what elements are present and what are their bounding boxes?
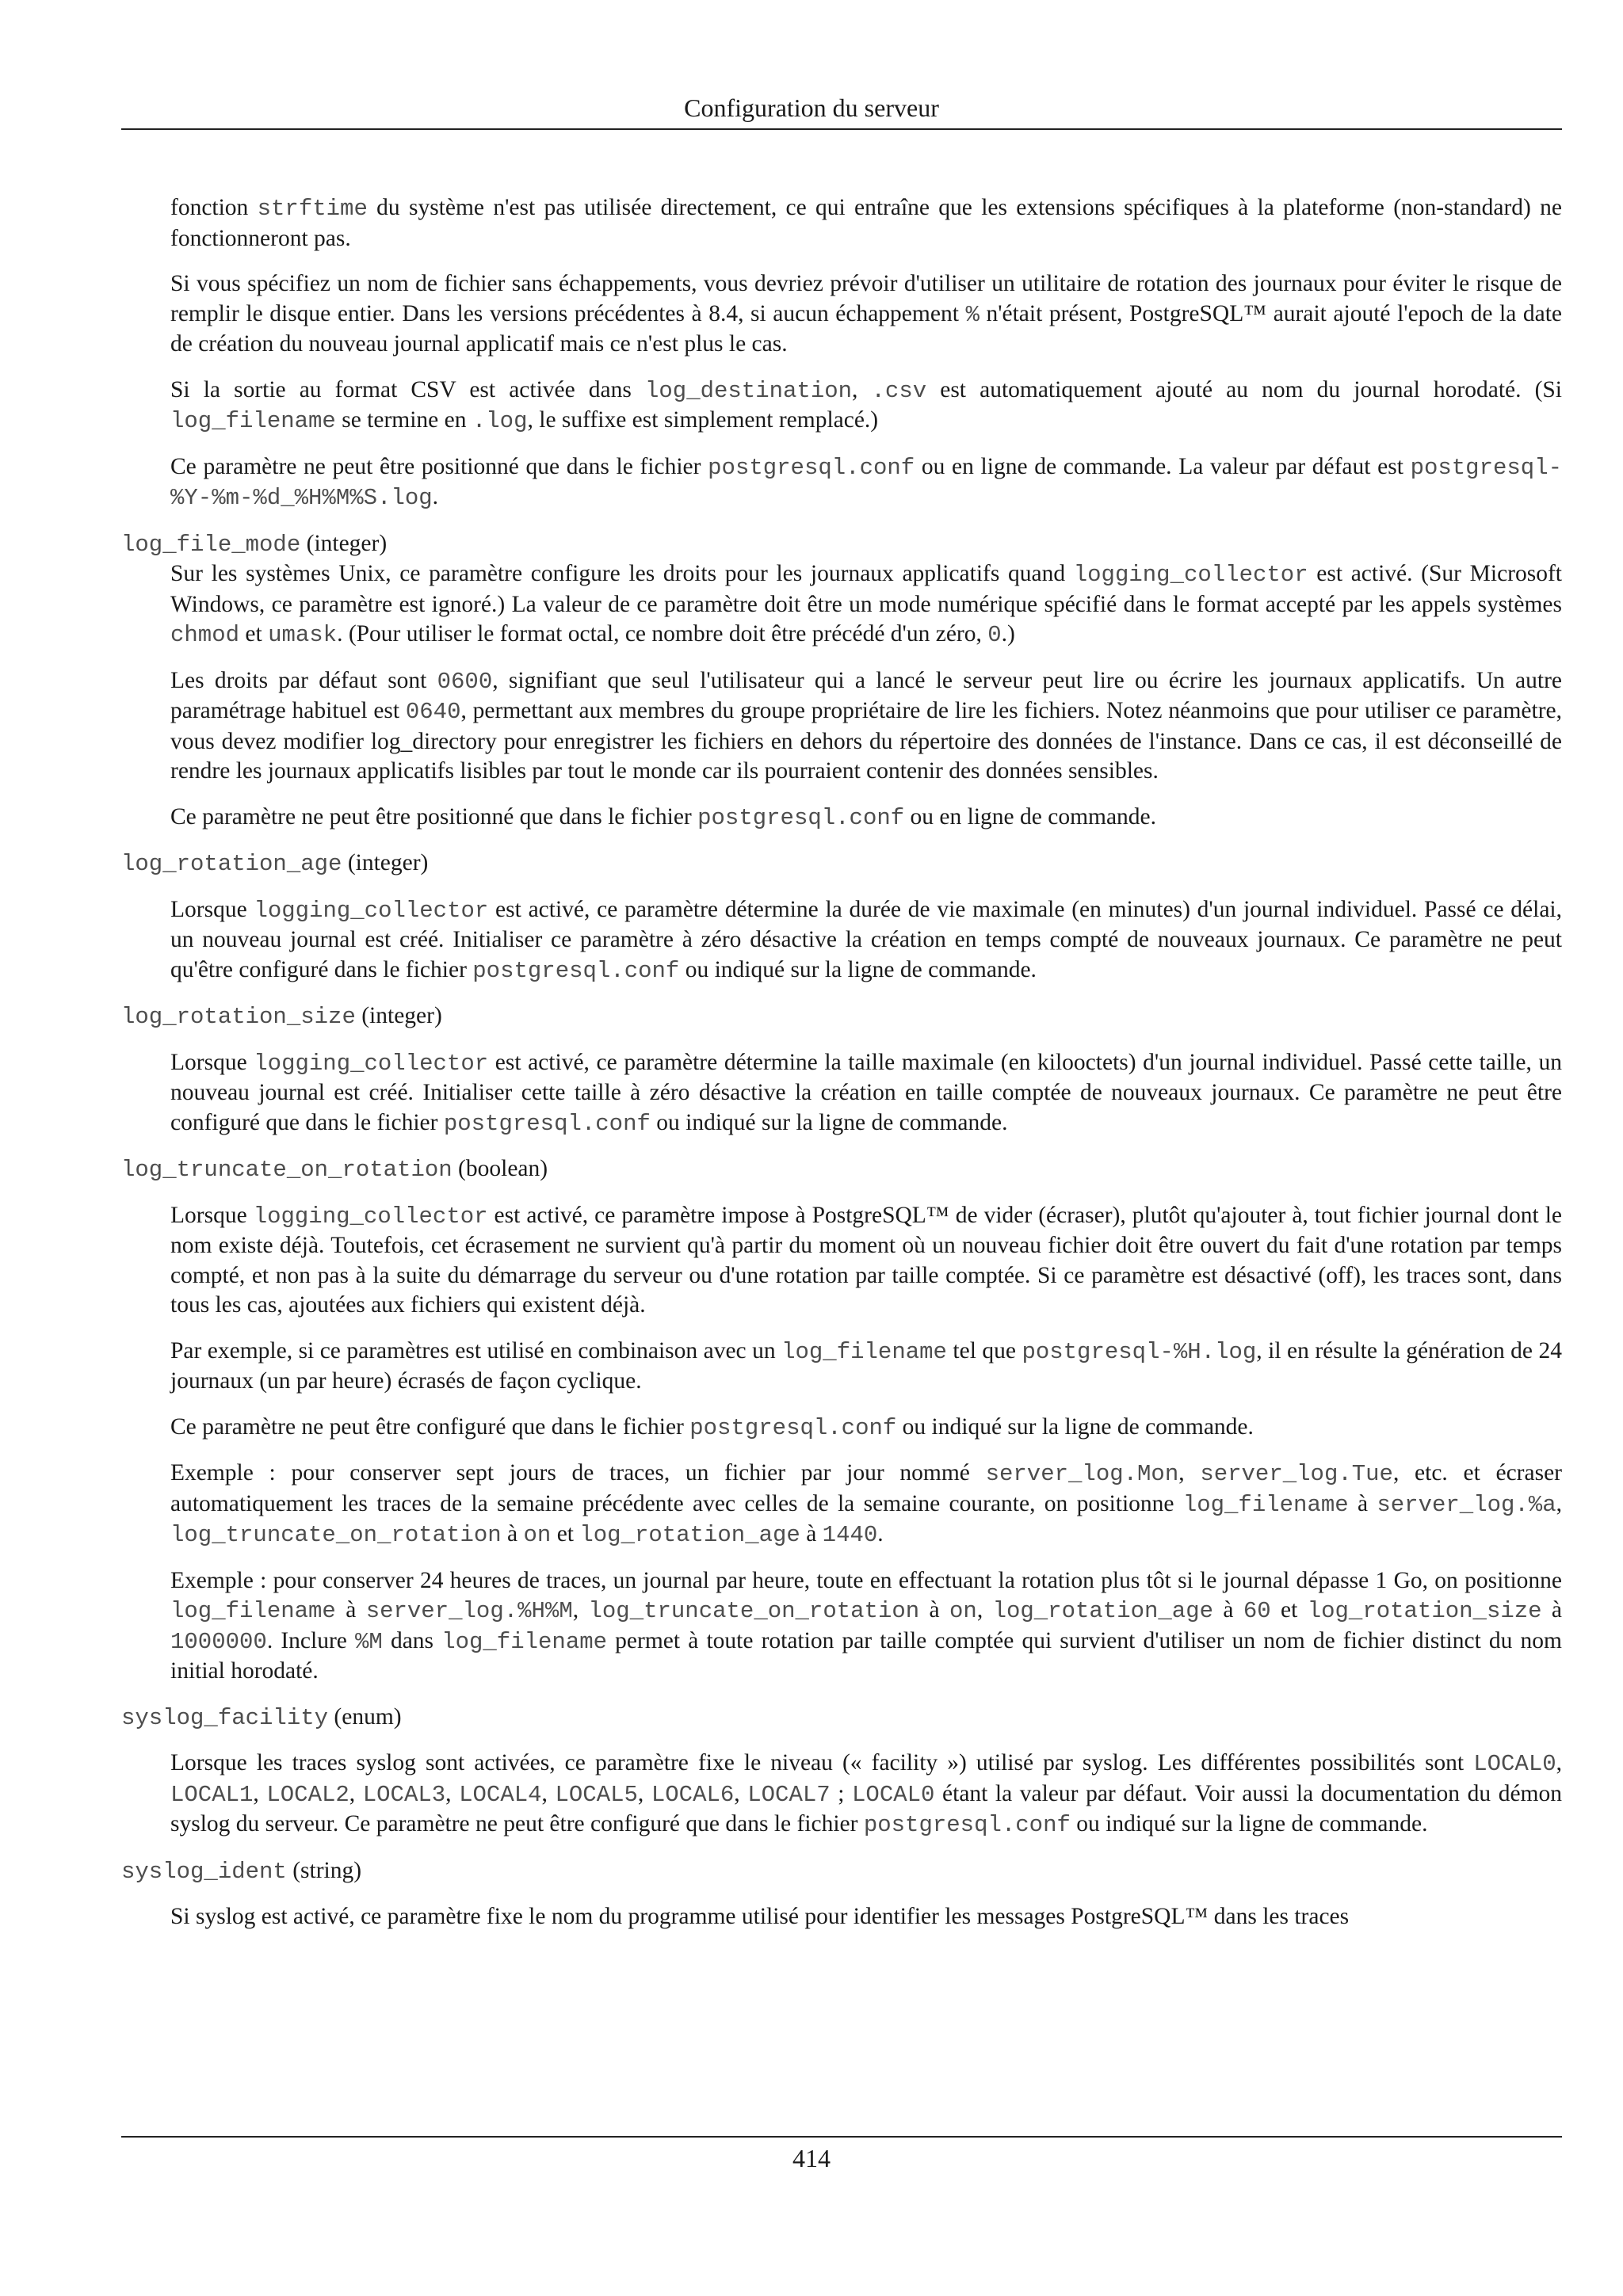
code-default-pattern: postgresql-%Y-%m-%d_%H%M%S.log — [170, 454, 1562, 511]
text: étant la valeur par défaut. Voir aussi la documentation du démon syslog du serveur. Ce paramètre ne peut être configuré que dans le fichier — [170, 1780, 1563, 1836]
text: Si vous spécifiez un nom de fichier sans échappements, vous devriez prévoir d'utiliser un utilitaire de rotation des journaux pour éviter le risque de remplir le disque entier. Dans les versions précédentes à 8.4, si aucun échappement — [170, 271, 1562, 326]
code-zero: 0 — [987, 622, 1002, 648]
code: log_rotation_age — [579, 1522, 800, 1548]
parameter-type: (boolean) — [452, 1156, 548, 1181]
parameter-name: log_file_mode — [121, 531, 301, 558]
code: server_log.Tue — [1200, 1461, 1393, 1487]
text: ou indiqué sur la ligne de commande. — [679, 956, 1037, 982]
header-rule — [121, 128, 1562, 130]
paragraph-strftime — [121, 193, 1562, 254]
text: . — [432, 484, 439, 509]
paragraph-default-filename — [121, 452, 1562, 513]
text: se termine en — [335, 407, 472, 433]
code-postgresql-conf: postgresql.conf — [689, 1414, 897, 1441]
text: .) — [1001, 621, 1015, 646]
paragraph-truncate-example — [121, 1337, 1562, 1397]
code: on — [523, 1522, 552, 1548]
parameter-type: (integer) — [342, 850, 429, 875]
code: LOCAL6 — [651, 1781, 735, 1808]
parameter-type: (enum) — [328, 1703, 402, 1730]
text: Exemple : pour conserver 24 heures de traces, un journal par heure, toute en effectuant la rotation plus tôt si le journal dépasse 1 Go, on positionne — [170, 1567, 1562, 1593]
parameter-name: syslog_ident — [121, 1858, 287, 1885]
code: LOCAL2 — [266, 1781, 349, 1808]
paragraph-syslog-facility — [121, 1749, 1562, 1840]
text: Si la sortie au format CSV est activée dans — [170, 376, 645, 402]
code: server_log.%H%M — [365, 1598, 573, 1624]
text: , — [445, 1780, 460, 1806]
text: , — [541, 1780, 556, 1806]
paragraph-syslog-ident — [121, 1902, 1562, 1932]
text: , — [253, 1780, 267, 1806]
parameter-type: (integer) — [355, 1003, 442, 1028]
text: , etc. et écraser automatiquement les traces de la semaine précédente avec celles de la semaine courante, on positionne — [170, 1460, 1562, 1516]
text: , — [852, 376, 872, 402]
text: , — [1556, 1490, 1562, 1516]
term-syslog-facility — [121, 1703, 1562, 1733]
parameter-name: log_truncate_on_rotation — [121, 1157, 453, 1183]
text: , il en résulte la génération de 24 journaux (un par heure) écrasés de façon cyclique. — [170, 1337, 1562, 1394]
code-postgresql-conf: postgresql.conf — [697, 804, 905, 831]
code: LOCAL7 — [747, 1781, 831, 1808]
code: log_rotation_size — [1307, 1598, 1542, 1624]
text: ou indiqué sur la ligne de commande. — [650, 1109, 1008, 1135]
paragraph-file-mode-defaults — [121, 666, 1562, 787]
paragraph-truncate-config — [121, 1413, 1562, 1444]
text: Ce paramètre ne peut être positionné que dans le fichier — [170, 803, 698, 830]
parameter-name: log_rotation_size — [121, 1004, 356, 1030]
paragraph-truncate — [121, 1201, 1562, 1321]
code: log_rotation_age — [992, 1598, 1214, 1624]
text: du système n'est pas utilisée directement, ce qui entraîne que les extensions spécifiques à la plateforme (non-standard) ne fonctionneront pas. — [170, 195, 1562, 251]
paragraph-file-mode-config — [121, 803, 1562, 833]
text: , — [637, 1780, 651, 1806]
text: Lorsque — [170, 1202, 254, 1228]
code: postgresql.conf — [863, 1812, 1071, 1838]
text: , — [1556, 1750, 1562, 1775]
term-log-file-mode — [121, 529, 1562, 560]
code: LOCAL0 — [852, 1781, 935, 1808]
text: Ce paramètre ne peut être configuré que dans le fichier — [170, 1413, 690, 1440]
text: , le suffixe est simplement remplacé.) — [527, 407, 879, 433]
code-0600: 0600 — [437, 668, 493, 695]
text: fonction — [170, 195, 258, 220]
text: dans — [382, 1627, 442, 1653]
code: server_log.Mon — [985, 1461, 1179, 1487]
code: log_filename — [441, 1628, 608, 1655]
paragraph-escapes — [121, 269, 1562, 360]
text: Ce paramètre ne peut être positionné que dans le fichier — [170, 453, 708, 479]
code-logging-collector: logging_collector — [254, 897, 489, 924]
term-syslog-ident — [121, 1856, 1562, 1887]
text: Lorsque — [170, 1049, 254, 1075]
text: . Inclure — [266, 1627, 356, 1653]
code: log_filename — [170, 1598, 336, 1624]
code-logging-collector: logging_collector — [253, 1203, 488, 1230]
code-chmod: chmod — [170, 622, 240, 648]
text: , — [734, 1780, 748, 1806]
parameter-type: (string) — [286, 1857, 362, 1883]
text: et — [1270, 1597, 1308, 1623]
text: Sur les systèmes Unix, ce paramètre configure les droits pour les journaux applicatifs quand — [170, 561, 1074, 586]
text: , — [1178, 1460, 1201, 1486]
text: à — [501, 1521, 524, 1547]
text: Les droits par défaut sont — [170, 667, 437, 693]
text: à — [919, 1597, 949, 1623]
code-strftime: strftime — [257, 196, 368, 222]
code: log_filename — [1182, 1491, 1349, 1518]
code: LOCAL5 — [555, 1781, 638, 1808]
text: Si syslog est activé, ce paramètre fixe le nom du programme utilisé pour identifier les messages PostgreSQL™ dans les traces — [170, 1904, 1350, 1929]
text: ou indiqué sur la ligne de commande. — [896, 1413, 1254, 1440]
paragraph-rotation-age — [121, 895, 1562, 986]
code-hourly-pattern: postgresql-%H.log — [1022, 1338, 1257, 1365]
text: ou en ligne de commande. — [904, 803, 1157, 830]
text: Lorsque les traces syslog sont activées, ce paramètre fixe le niveau (« facility ») utilisé par syslog. Les différentes possibilités sont — [170, 1750, 1474, 1775]
text: et — [551, 1521, 580, 1547]
code-percent: % — [965, 301, 980, 328]
code-postgresql-conf: postgresql.conf — [472, 957, 680, 984]
text: est activé, ce paramètre détermine la taille maximale (en kilooctets) d'un journal individuel. Passé cette taille, un nouveau journal est créé. Initialiser cette taille à zéro désactive la création en taille comptée de nouveaux journaux. Ce paramètre ne peut être configuré que dans le fichier — [170, 1049, 1563, 1135]
text: et — [239, 621, 269, 646]
text: à — [335, 1597, 366, 1623]
text: ; — [830, 1780, 853, 1806]
code: LOCAL3 — [362, 1781, 446, 1808]
text: à — [1213, 1597, 1243, 1623]
code-postgresql-conf: postgresql.conf — [708, 454, 915, 481]
text: permet à toute rotation par taille comptée qui survient d'utiliser un nom de fichier distinct du nom initial horodaté. — [170, 1627, 1562, 1684]
code: LOCAL0 — [1473, 1751, 1556, 1777]
parameter-name: syslog_facility — [121, 1704, 329, 1731]
text: est activé. (Sur Microsoft Windows, ce paramètre est ignoré.) La valeur de ce paramètre doit être un mode numérique spécifié dans le format accepté par les appels systèmes — [170, 561, 1562, 617]
footer-rule — [121, 2136, 1562, 2138]
text: est activé, ce paramètre détermine la durée de vie maximale (en minutes) d'un journal individuel. Passé ce délai, un nouveau journal est créé. Initialiser ce paramètre à zéro désactive la création en temps compté de nouveaux journaux. Ce paramètre ne peut qu'être configuré dans le fichier — [170, 896, 1562, 982]
parameter-type: (integer) — [300, 530, 388, 556]
code: 1440 — [822, 1522, 878, 1548]
text: est automatiquement ajouté au nom du journal horodaté. (Si — [926, 376, 1563, 402]
text: , — [349, 1780, 363, 1806]
text: . — [877, 1521, 884, 1547]
text: , signifiant que seul l'utilisateur qui a lancé le serveur peut lire ou écrire les journaux applicatifs. Un autre paramétrage habituel est — [170, 667, 1562, 723]
code-logging-collector: logging_collector — [254, 1050, 489, 1077]
text: à — [1348, 1490, 1377, 1516]
text: à — [1541, 1597, 1563, 1623]
text: Exemple : pour conserver sept jours de traces, un fichier par jour nommé — [170, 1460, 986, 1486]
paragraph-example-hourly — [121, 1566, 1562, 1687]
code-log-filename: log_filename — [170, 408, 336, 434]
code-logging-collector: logging_collector — [1073, 562, 1308, 588]
code: 60 — [1243, 1598, 1271, 1624]
text: ou en ligne de commande. La valeur par défaut est — [915, 453, 1411, 479]
code: log_truncate_on_rotation — [170, 1522, 502, 1548]
term-log-rotation-age — [121, 849, 1562, 879]
code-log-ext: .log — [472, 408, 528, 434]
code: %M — [355, 1628, 383, 1655]
code: on — [949, 1598, 977, 1624]
running-header: Configuration du serveur — [684, 93, 939, 122]
code: 1000000 — [170, 1628, 267, 1655]
code-0640: 0640 — [405, 699, 461, 725]
text: , — [572, 1597, 589, 1623]
text: , permettant aux membres du groupe propriétaire de lire les fichiers. Notez néanmoins que pour utiliser ce paramètre, vous devez modifier log_directory pour enregistrer les fichiers en dehors du répertoire des données de l'instance. Dans ce cas, il est déconseillé de rendre les journaux applicatifs lisibles par tout le monde car ils pourraient contenir des données sensibles. — [170, 698, 1562, 784]
code-log-filename: log_filename — [781, 1338, 947, 1365]
term-log-truncate-on-rotation — [121, 1154, 1562, 1185]
code-log-destination: log_destination — [644, 377, 853, 404]
code-umask: umask — [268, 622, 338, 648]
page-content — [121, 193, 1562, 1948]
code: server_log.%a — [1377, 1491, 1556, 1518]
text: à — [800, 1521, 823, 1547]
code-postgresql-conf: postgresql.conf — [443, 1110, 651, 1137]
paragraph-csv — [121, 376, 1562, 437]
code: LOCAL1 — [170, 1781, 254, 1808]
text: Lorsque — [170, 896, 254, 922]
term-log-rotation-size — [121, 1001, 1562, 1032]
text: , — [976, 1597, 993, 1623]
paragraph-rotation-size — [121, 1048, 1562, 1139]
text: est activé, ce paramètre impose à PostgreSQL™ de vider (écraser), plutôt qu'ajouter à, tout fichier journal dont le nom existe déjà. Toutefois, cet écrasement ne survient qu'à partir du moment où un nouveau fichier doit être ouvert du fait d'une rotation par temps compté, et non pas à la suite du démarrage du serveur ou d'une rotation par taille comptée. Si ce paramètre est désactivé (off), les traces sont, dans tous les cas, ajoutées aux fichiers qui existent déjà. — [170, 1202, 1562, 1318]
paragraph-file-mode — [121, 559, 1562, 650]
page-number: 414 — [792, 2144, 831, 2172]
text: ou indiqué sur la ligne de commande. — [1070, 1811, 1428, 1836]
code: log_truncate_on_rotation — [588, 1598, 920, 1624]
code-csv: .csv — [871, 377, 927, 404]
code: LOCAL4 — [459, 1781, 542, 1808]
text: n'était présent, PostgreSQL™ aurait ajouté l'epoch de la date de création du nouveau journal applicatif mais ce n'est plus le cas. — [170, 300, 1562, 357]
paragraph-example-week — [121, 1459, 1562, 1550]
text: . (Pour utiliser le format octal, ce nombre doit être précédé d'un zéro, — [337, 621, 988, 646]
text: Par exemple, si ce paramètres est utilisé en combinaison avec un — [170, 1337, 782, 1363]
parameter-name: log_rotation_age — [121, 851, 342, 877]
text: tel que — [946, 1337, 1022, 1363]
